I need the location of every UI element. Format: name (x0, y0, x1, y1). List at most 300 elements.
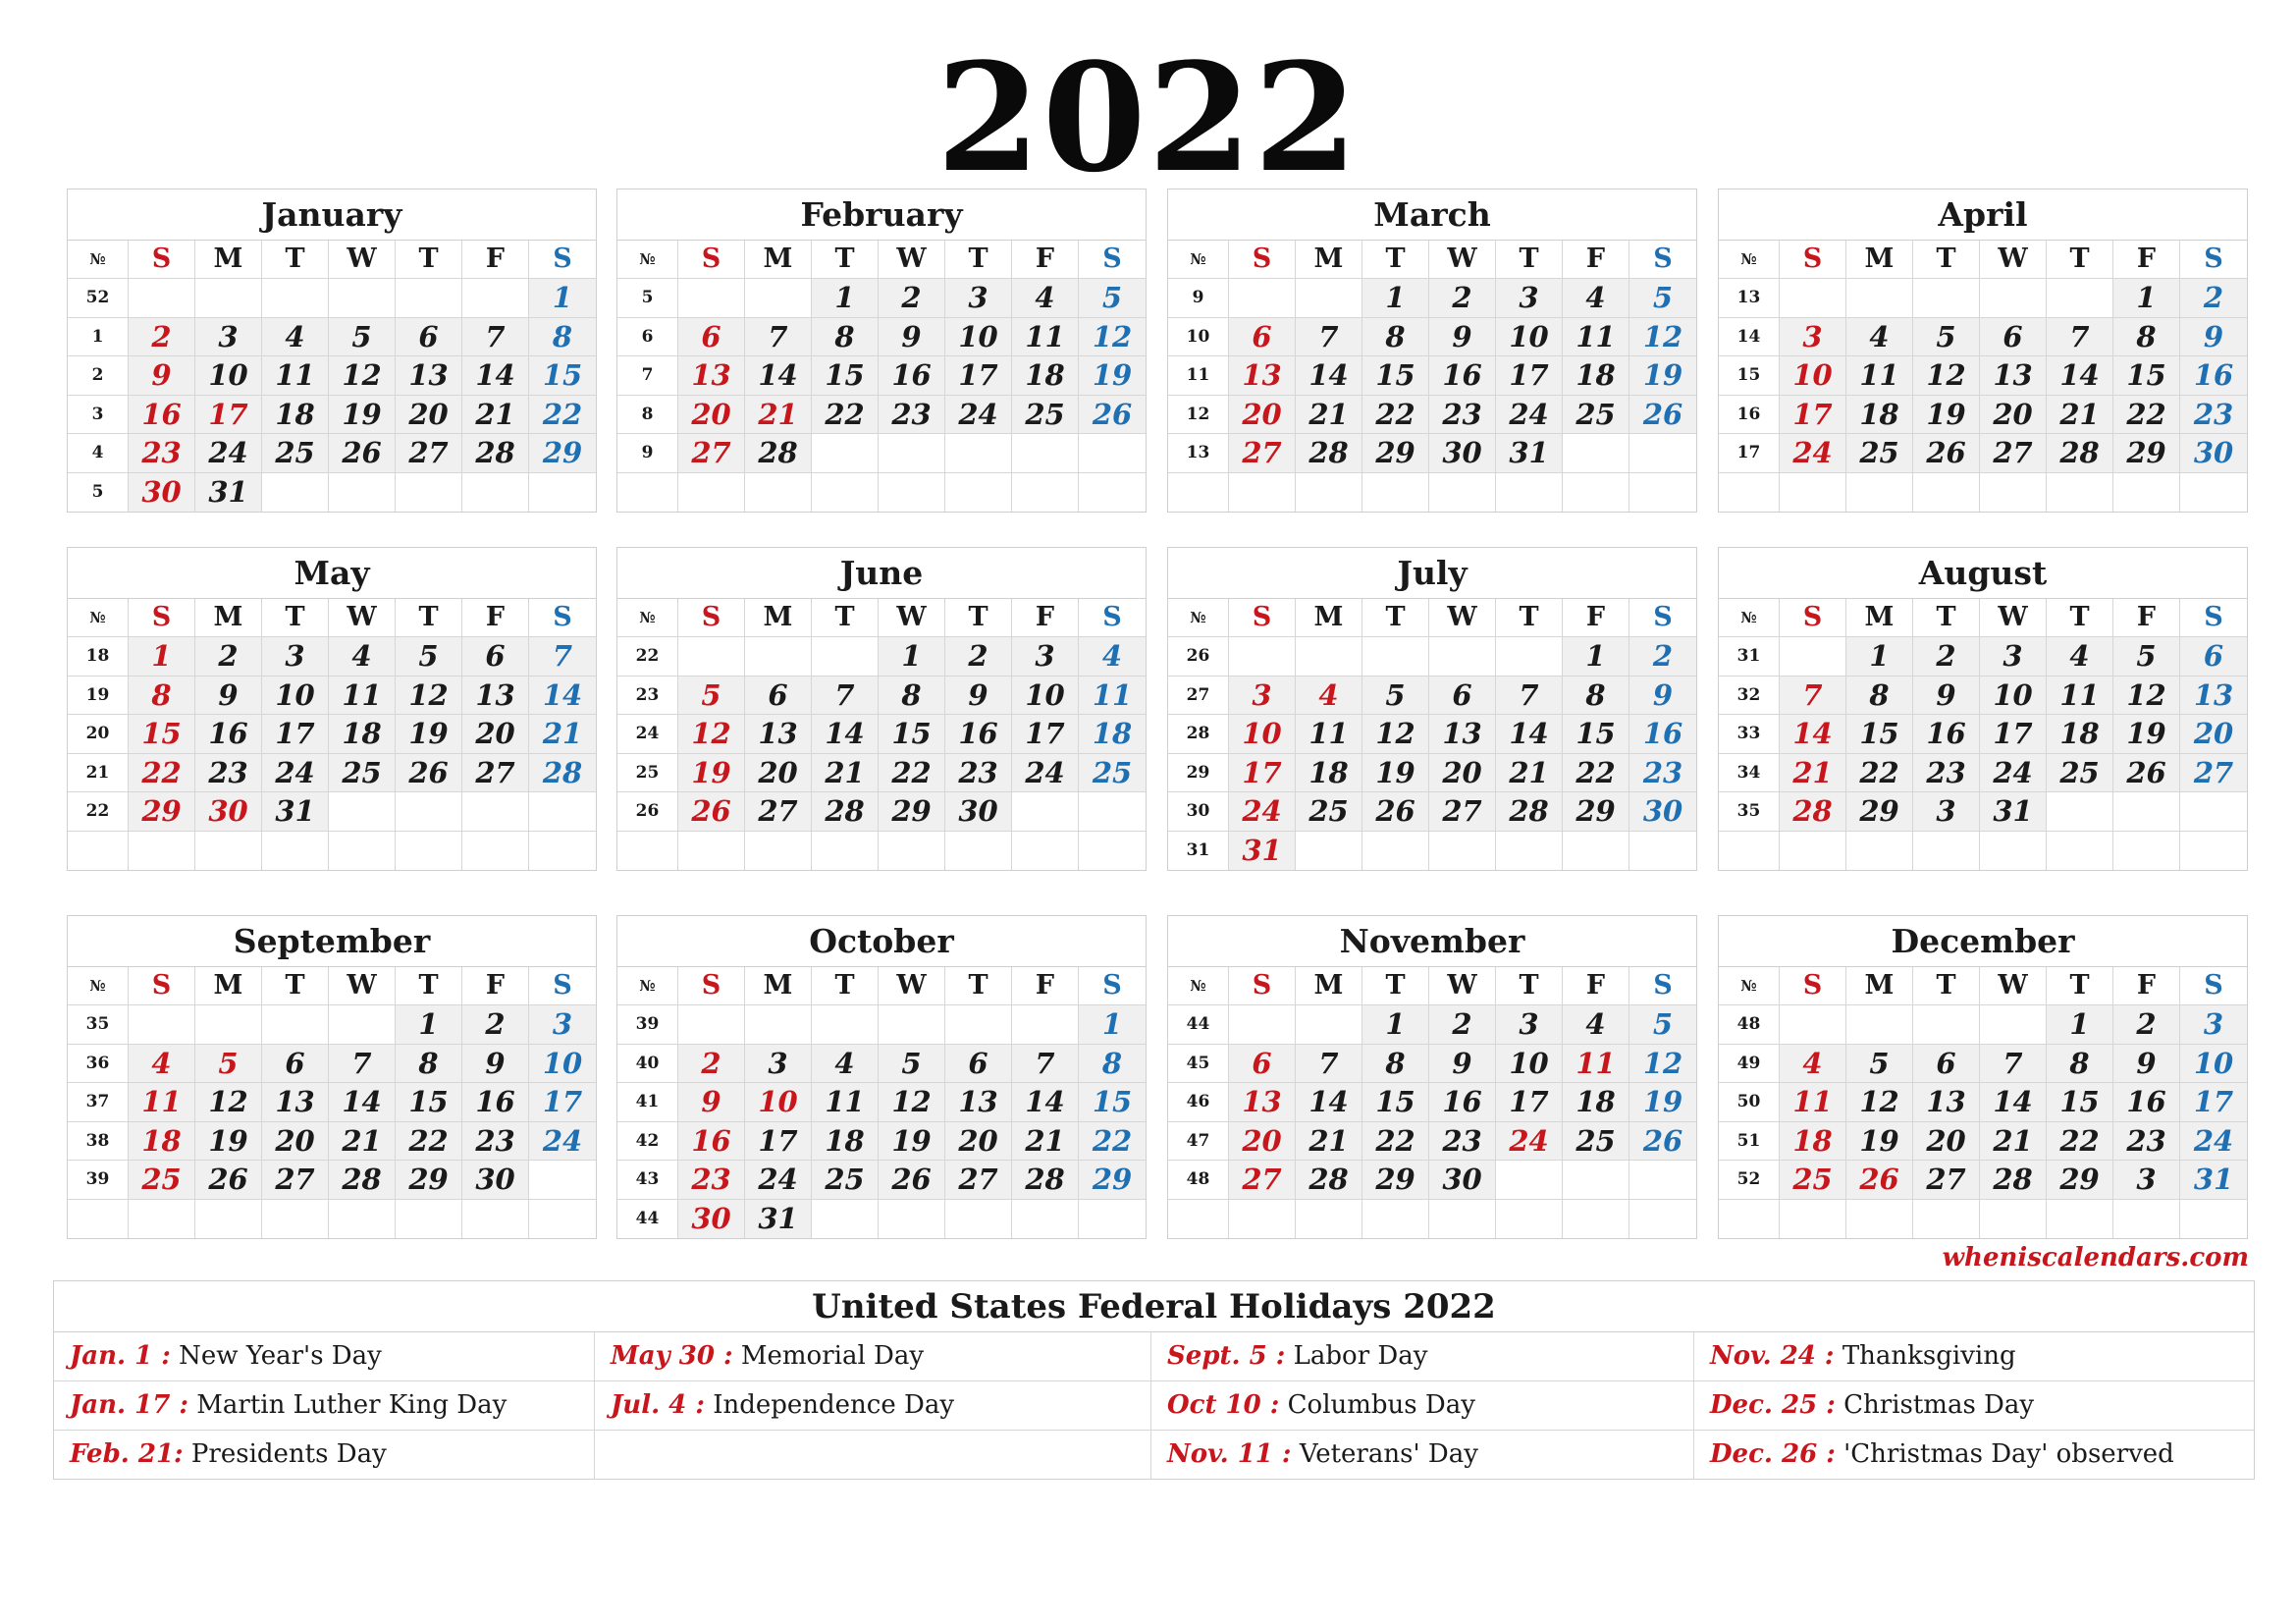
day-cell: 11 (129, 1083, 195, 1121)
holiday-entry (54, 1381, 595, 1431)
day-cell (462, 279, 529, 317)
weekday-header: T (945, 599, 1012, 637)
weekday-header: S (529, 967, 596, 1005)
holiday-entry (1151, 1431, 1694, 1480)
weekday-header: T (1913, 599, 1980, 637)
day-cell (879, 473, 945, 512)
website-link[interactable]: wheniscalendars.com (1942, 1243, 2249, 1272)
day-cell: 15 (1362, 1083, 1429, 1121)
day-cell: 25 (1780, 1161, 1846, 1199)
day-cell: 9 (945, 677, 1012, 715)
day-cell: 7 (1780, 677, 1846, 715)
month-january (67, 189, 597, 513)
day-cell (1563, 1161, 1629, 1199)
weekday-header: M (1846, 599, 1913, 637)
day-cell: 21 (1296, 1122, 1362, 1161)
day-cell: 11 (1079, 677, 1146, 715)
day-cell: 13 (1229, 1083, 1296, 1121)
week-number: 37 (68, 1083, 129, 1121)
week-number: 34 (1719, 754, 1780, 792)
day-cell (1429, 832, 1496, 870)
day-cell: 30 (462, 1161, 529, 1199)
day-cell: 3 (1913, 792, 1980, 831)
day-cell (1980, 279, 2047, 317)
day-cell: 24 (945, 396, 1012, 434)
week-number: 15 (1719, 356, 1780, 395)
day-cell: 26 (195, 1161, 262, 1199)
day-cell (2180, 1200, 2247, 1238)
day-cell: 12 (329, 356, 396, 395)
day-cell: 14 (1296, 1083, 1362, 1121)
weekday-header: S (1229, 967, 1296, 1005)
day-cell: 18 (1296, 754, 1362, 792)
month-grid (1168, 241, 1696, 512)
day-cell (1780, 637, 1846, 676)
day-cell: 10 (1012, 677, 1079, 715)
day-cell (1429, 473, 1496, 512)
day-cell (2047, 792, 2113, 831)
weekday-header: W (1429, 967, 1496, 1005)
day-cell (1629, 1200, 1696, 1238)
month-grid (1719, 599, 2247, 870)
day-cell: 27 (262, 1161, 329, 1199)
day-cell: 5 (1629, 279, 1696, 317)
month-august (1718, 547, 2248, 871)
week-number: 26 (1168, 637, 1229, 676)
week-number (1719, 832, 1780, 870)
day-cell: 7 (1296, 1045, 1362, 1083)
weekday-header: F (2113, 967, 2180, 1005)
weekday-header: S (2180, 241, 2247, 279)
day-cell (812, 473, 879, 512)
day-cell: 11 (1012, 318, 1079, 356)
day-cell: 28 (812, 792, 879, 831)
day-cell: 12 (1913, 356, 1980, 395)
month-july (1167, 547, 1697, 871)
month-title: September (68, 916, 596, 967)
day-cell: 10 (1780, 356, 1846, 395)
day-cell: 8 (2113, 318, 2180, 356)
day-cell: 3 (1496, 1005, 1563, 1044)
weekday-header: S (2180, 967, 2247, 1005)
day-cell: 29 (129, 792, 195, 831)
day-cell: 18 (329, 715, 396, 753)
day-cell: 31 (745, 1200, 812, 1238)
week-number (1168, 473, 1229, 512)
holiday-entry (1694, 1431, 2254, 1480)
day-cell: 10 (262, 677, 329, 715)
day-cell (129, 279, 195, 317)
weekday-header: T (2047, 599, 2113, 637)
day-cell: 22 (1362, 396, 1429, 434)
day-cell: 1 (1362, 1005, 1429, 1044)
day-cell: 9 (2113, 1045, 2180, 1083)
weekday-header: F (2113, 599, 2180, 637)
day-cell: 22 (129, 754, 195, 792)
day-cell: 28 (745, 434, 812, 472)
day-cell: 11 (329, 677, 396, 715)
weekday-header: S (1629, 967, 1696, 1005)
weekday-header: F (2113, 241, 2180, 279)
weekday-header: W (1429, 599, 1496, 637)
holiday-name: Veterans' Day (1299, 1439, 1478, 1469)
day-cell: 25 (812, 1161, 879, 1199)
weekday-header: M (1846, 241, 1913, 279)
day-cell: 11 (262, 356, 329, 395)
day-cell: 5 (1913, 318, 1980, 356)
week-number: 48 (1719, 1005, 1780, 1044)
day-cell: 11 (1780, 1083, 1846, 1121)
day-cell (745, 832, 812, 870)
week-number: 39 (617, 1005, 678, 1044)
day-cell: 26 (1629, 1122, 1696, 1161)
day-cell (2047, 1200, 2113, 1238)
weekday-header: F (1012, 967, 1079, 1005)
day-cell (1296, 637, 1362, 676)
day-cell (1296, 279, 1362, 317)
day-cell: 24 (262, 754, 329, 792)
day-cell: 11 (1846, 356, 1913, 395)
day-cell: 23 (1629, 754, 1696, 792)
day-cell: 28 (2047, 434, 2113, 472)
day-cell (678, 832, 745, 870)
day-cell: 10 (1496, 1045, 1563, 1083)
week-number: 9 (617, 434, 678, 472)
week-number: 31 (1168, 832, 1229, 870)
day-cell (2180, 473, 2247, 512)
day-cell: 25 (1846, 434, 1913, 472)
day-cell (396, 1200, 462, 1238)
day-cell: 21 (812, 754, 879, 792)
day-cell (1846, 279, 1913, 317)
day-cell: 20 (1229, 396, 1296, 434)
day-cell (879, 1005, 945, 1044)
day-cell: 18 (1780, 1122, 1846, 1161)
week-number: 8 (617, 396, 678, 434)
day-cell (1563, 1200, 1629, 1238)
day-cell: 8 (396, 1045, 462, 1083)
week-number: 44 (617, 1200, 678, 1238)
day-cell: 6 (945, 1045, 1012, 1083)
week-number (1168, 1200, 1229, 1238)
day-cell (745, 1005, 812, 1044)
day-cell: 17 (529, 1083, 596, 1121)
day-cell: 1 (1563, 637, 1629, 676)
day-cell (529, 832, 596, 870)
day-cell (529, 1161, 596, 1199)
weekday-header: S (678, 241, 745, 279)
day-cell: 27 (1913, 1161, 1980, 1199)
day-cell: 14 (462, 356, 529, 395)
day-cell: 19 (1362, 754, 1429, 792)
day-cell: 20 (745, 754, 812, 792)
day-cell: 24 (529, 1122, 596, 1161)
day-cell: 16 (2113, 1083, 2180, 1121)
holiday-entry (595, 1332, 1151, 1381)
month-june (616, 547, 1147, 871)
day-cell: 22 (1846, 754, 1913, 792)
holiday-date: Jan. 17 : (70, 1390, 188, 1420)
day-cell: 23 (195, 754, 262, 792)
day-cell (329, 832, 396, 870)
day-cell: 3 (945, 279, 1012, 317)
day-cell: 15 (129, 715, 195, 753)
weekday-header: F (462, 599, 529, 637)
holiday-entry (595, 1431, 1151, 1480)
day-cell: 17 (745, 1122, 812, 1161)
day-cell: 2 (945, 637, 1012, 676)
day-cell (1780, 473, 1846, 512)
day-cell: 19 (1629, 1083, 1696, 1121)
day-cell (195, 832, 262, 870)
day-cell: 13 (2180, 677, 2247, 715)
day-cell (1913, 279, 1980, 317)
day-cell: 30 (678, 1200, 745, 1238)
day-cell (1079, 1200, 1146, 1238)
day-cell (1079, 792, 1146, 831)
day-cell: 5 (195, 1045, 262, 1083)
week-number: 22 (617, 637, 678, 676)
holiday-name: New Year's Day (179, 1341, 382, 1371)
day-cell (1012, 1200, 1079, 1238)
weekday-header: F (462, 241, 529, 279)
day-cell: 24 (1229, 792, 1296, 831)
day-cell: 18 (1012, 356, 1079, 395)
day-cell: 7 (1496, 677, 1563, 715)
day-cell (812, 434, 879, 472)
day-cell: 5 (1629, 1005, 1696, 1044)
week-number: 29 (1168, 754, 1229, 792)
weekday-header: W (1980, 241, 2047, 279)
day-cell: 8 (529, 318, 596, 356)
month-title: October (617, 916, 1146, 967)
day-cell: 3 (1012, 637, 1079, 676)
day-cell (2047, 473, 2113, 512)
day-cell: 10 (529, 1045, 596, 1083)
day-cell: 26 (678, 792, 745, 831)
weekday-header: S (1079, 241, 1146, 279)
day-cell: 7 (1012, 1045, 1079, 1083)
day-cell: 4 (1780, 1045, 1846, 1083)
weekday-header: T (2047, 241, 2113, 279)
day-cell: 17 (195, 396, 262, 434)
day-cell (462, 792, 529, 831)
day-cell: 8 (1846, 677, 1913, 715)
day-cell: 31 (2180, 1161, 2247, 1199)
day-cell: 28 (462, 434, 529, 472)
day-cell (1362, 832, 1429, 870)
weekday-header: S (1780, 599, 1846, 637)
day-cell: 26 (2113, 754, 2180, 792)
day-cell: 6 (1229, 318, 1296, 356)
day-cell: 29 (529, 434, 596, 472)
week-number: 16 (1719, 396, 1780, 434)
day-cell: 25 (129, 1161, 195, 1199)
day-cell (1629, 832, 1696, 870)
holiday-name: Christmas Day (1843, 1390, 2035, 1420)
week-number: 25 (617, 754, 678, 792)
week-number: 52 (68, 279, 129, 317)
day-cell (1296, 1200, 1362, 1238)
week-number: 21 (68, 754, 129, 792)
weekday-header: W (329, 967, 396, 1005)
month-title: August (1719, 548, 2247, 599)
day-cell: 28 (1296, 434, 1362, 472)
day-cell: 2 (1629, 637, 1696, 676)
day-cell: 4 (129, 1045, 195, 1083)
day-cell: 14 (1780, 715, 1846, 753)
weekday-header: M (195, 241, 262, 279)
day-cell: 1 (2113, 279, 2180, 317)
weekday-header: W (879, 241, 945, 279)
day-cell: 6 (1429, 677, 1496, 715)
day-cell: 23 (678, 1161, 745, 1199)
day-cell: 20 (1229, 1122, 1296, 1161)
day-cell: 15 (1563, 715, 1629, 753)
weekday-header: T (1496, 241, 1563, 279)
weekday-header: W (879, 967, 945, 1005)
day-cell (329, 473, 396, 512)
day-cell: 5 (329, 318, 396, 356)
weekday-header: S (1079, 967, 1146, 1005)
day-cell: 12 (1846, 1083, 1913, 1121)
day-cell: 2 (879, 279, 945, 317)
day-cell (1563, 434, 1629, 472)
day-cell: 16 (1429, 1083, 1496, 1121)
day-cell: 2 (2113, 1005, 2180, 1044)
day-cell: 15 (2113, 356, 2180, 395)
week-number: 22 (68, 792, 129, 831)
day-cell: 17 (1229, 754, 1296, 792)
week-number: 39 (68, 1161, 129, 1199)
day-cell: 20 (1429, 754, 1496, 792)
day-cell: 14 (1012, 1083, 1079, 1121)
holiday-date: May 30 : (611, 1341, 733, 1371)
weekday-header: S (1780, 241, 1846, 279)
day-cell: 29 (1362, 434, 1429, 472)
day-cell: 20 (678, 396, 745, 434)
month-april (1718, 189, 2248, 513)
day-cell: 19 (678, 754, 745, 792)
day-cell: 17 (1496, 1083, 1563, 1121)
day-cell: 20 (262, 1122, 329, 1161)
day-cell: 4 (262, 318, 329, 356)
month-november (1167, 915, 1697, 1239)
day-cell: 31 (1496, 434, 1563, 472)
day-cell: 18 (129, 1122, 195, 1161)
day-cell (2113, 1200, 2180, 1238)
weekday-header: T (812, 599, 879, 637)
day-cell: 19 (396, 715, 462, 753)
day-cell (1780, 832, 1846, 870)
week-number: 47 (1168, 1122, 1229, 1161)
day-cell: 9 (129, 356, 195, 395)
day-cell: 25 (329, 754, 396, 792)
day-cell: 24 (1496, 396, 1563, 434)
day-cell: 26 (329, 434, 396, 472)
week-number: 51 (1719, 1122, 1780, 1161)
weekday-header: F (1012, 241, 1079, 279)
day-cell (329, 792, 396, 831)
day-cell (1496, 473, 1563, 512)
day-cell: 3 (745, 1045, 812, 1083)
month-december (1718, 915, 2248, 1239)
week-number: 48 (1168, 1161, 1229, 1199)
day-cell: 20 (2180, 715, 2247, 753)
weekday-header: W (879, 599, 945, 637)
day-cell: 28 (1496, 792, 1563, 831)
day-cell: 31 (1229, 832, 1296, 870)
day-cell: 7 (812, 677, 879, 715)
week-number: 31 (1719, 637, 1780, 676)
week-number: 30 (1168, 792, 1229, 831)
holiday-entry (54, 1431, 595, 1480)
day-cell: 3 (262, 637, 329, 676)
day-cell: 19 (1079, 356, 1146, 395)
week-number-header: № (1168, 967, 1229, 1005)
day-cell: 1 (1362, 279, 1429, 317)
day-cell (2113, 473, 2180, 512)
day-cell: 4 (2047, 637, 2113, 676)
day-cell: 28 (1012, 1161, 1079, 1199)
day-cell: 8 (1079, 1045, 1146, 1083)
day-cell (1780, 1200, 1846, 1238)
day-cell: 22 (396, 1122, 462, 1161)
day-cell (529, 473, 596, 512)
holiday-entry (1151, 1332, 1694, 1381)
day-cell: 25 (262, 434, 329, 472)
weekday-header: F (462, 967, 529, 1005)
day-cell: 23 (1913, 754, 1980, 792)
day-cell: 28 (1980, 1161, 2047, 1199)
holiday-entry (1151, 1381, 1694, 1431)
day-cell: 13 (396, 356, 462, 395)
day-cell: 7 (329, 1045, 396, 1083)
day-cell: 27 (945, 1161, 1012, 1199)
month-title: February (617, 189, 1146, 241)
day-cell: 31 (1980, 792, 2047, 831)
day-cell: 26 (1629, 396, 1696, 434)
day-cell: 2 (1429, 1005, 1496, 1044)
day-cell: 1 (129, 637, 195, 676)
month-title: March (1168, 189, 1696, 241)
weekday-header: T (1913, 967, 1980, 1005)
day-cell: 13 (678, 356, 745, 395)
day-cell: 29 (2113, 434, 2180, 472)
weekday-header: M (1846, 967, 1913, 1005)
week-number: 35 (1719, 792, 1780, 831)
day-cell: 2 (678, 1045, 745, 1083)
day-cell (396, 279, 462, 317)
month-title: April (1719, 189, 2247, 241)
week-number: 43 (617, 1161, 678, 1199)
day-cell (396, 792, 462, 831)
holiday-name: Labor Day (1293, 1341, 1428, 1371)
weekday-header: M (745, 967, 812, 1005)
weekday-header: W (329, 599, 396, 637)
day-cell: 20 (396, 396, 462, 434)
week-number-header: № (1168, 599, 1229, 637)
day-cell: 17 (1980, 715, 2047, 753)
day-cell: 22 (1563, 754, 1629, 792)
week-number-header: № (68, 967, 129, 1005)
day-cell: 14 (1496, 715, 1563, 753)
day-cell: 23 (1429, 396, 1496, 434)
day-cell: 18 (1079, 715, 1146, 753)
day-cell: 4 (329, 637, 396, 676)
holiday-name: Columbus Day (1287, 1390, 1475, 1420)
day-cell: 30 (2180, 434, 2247, 472)
